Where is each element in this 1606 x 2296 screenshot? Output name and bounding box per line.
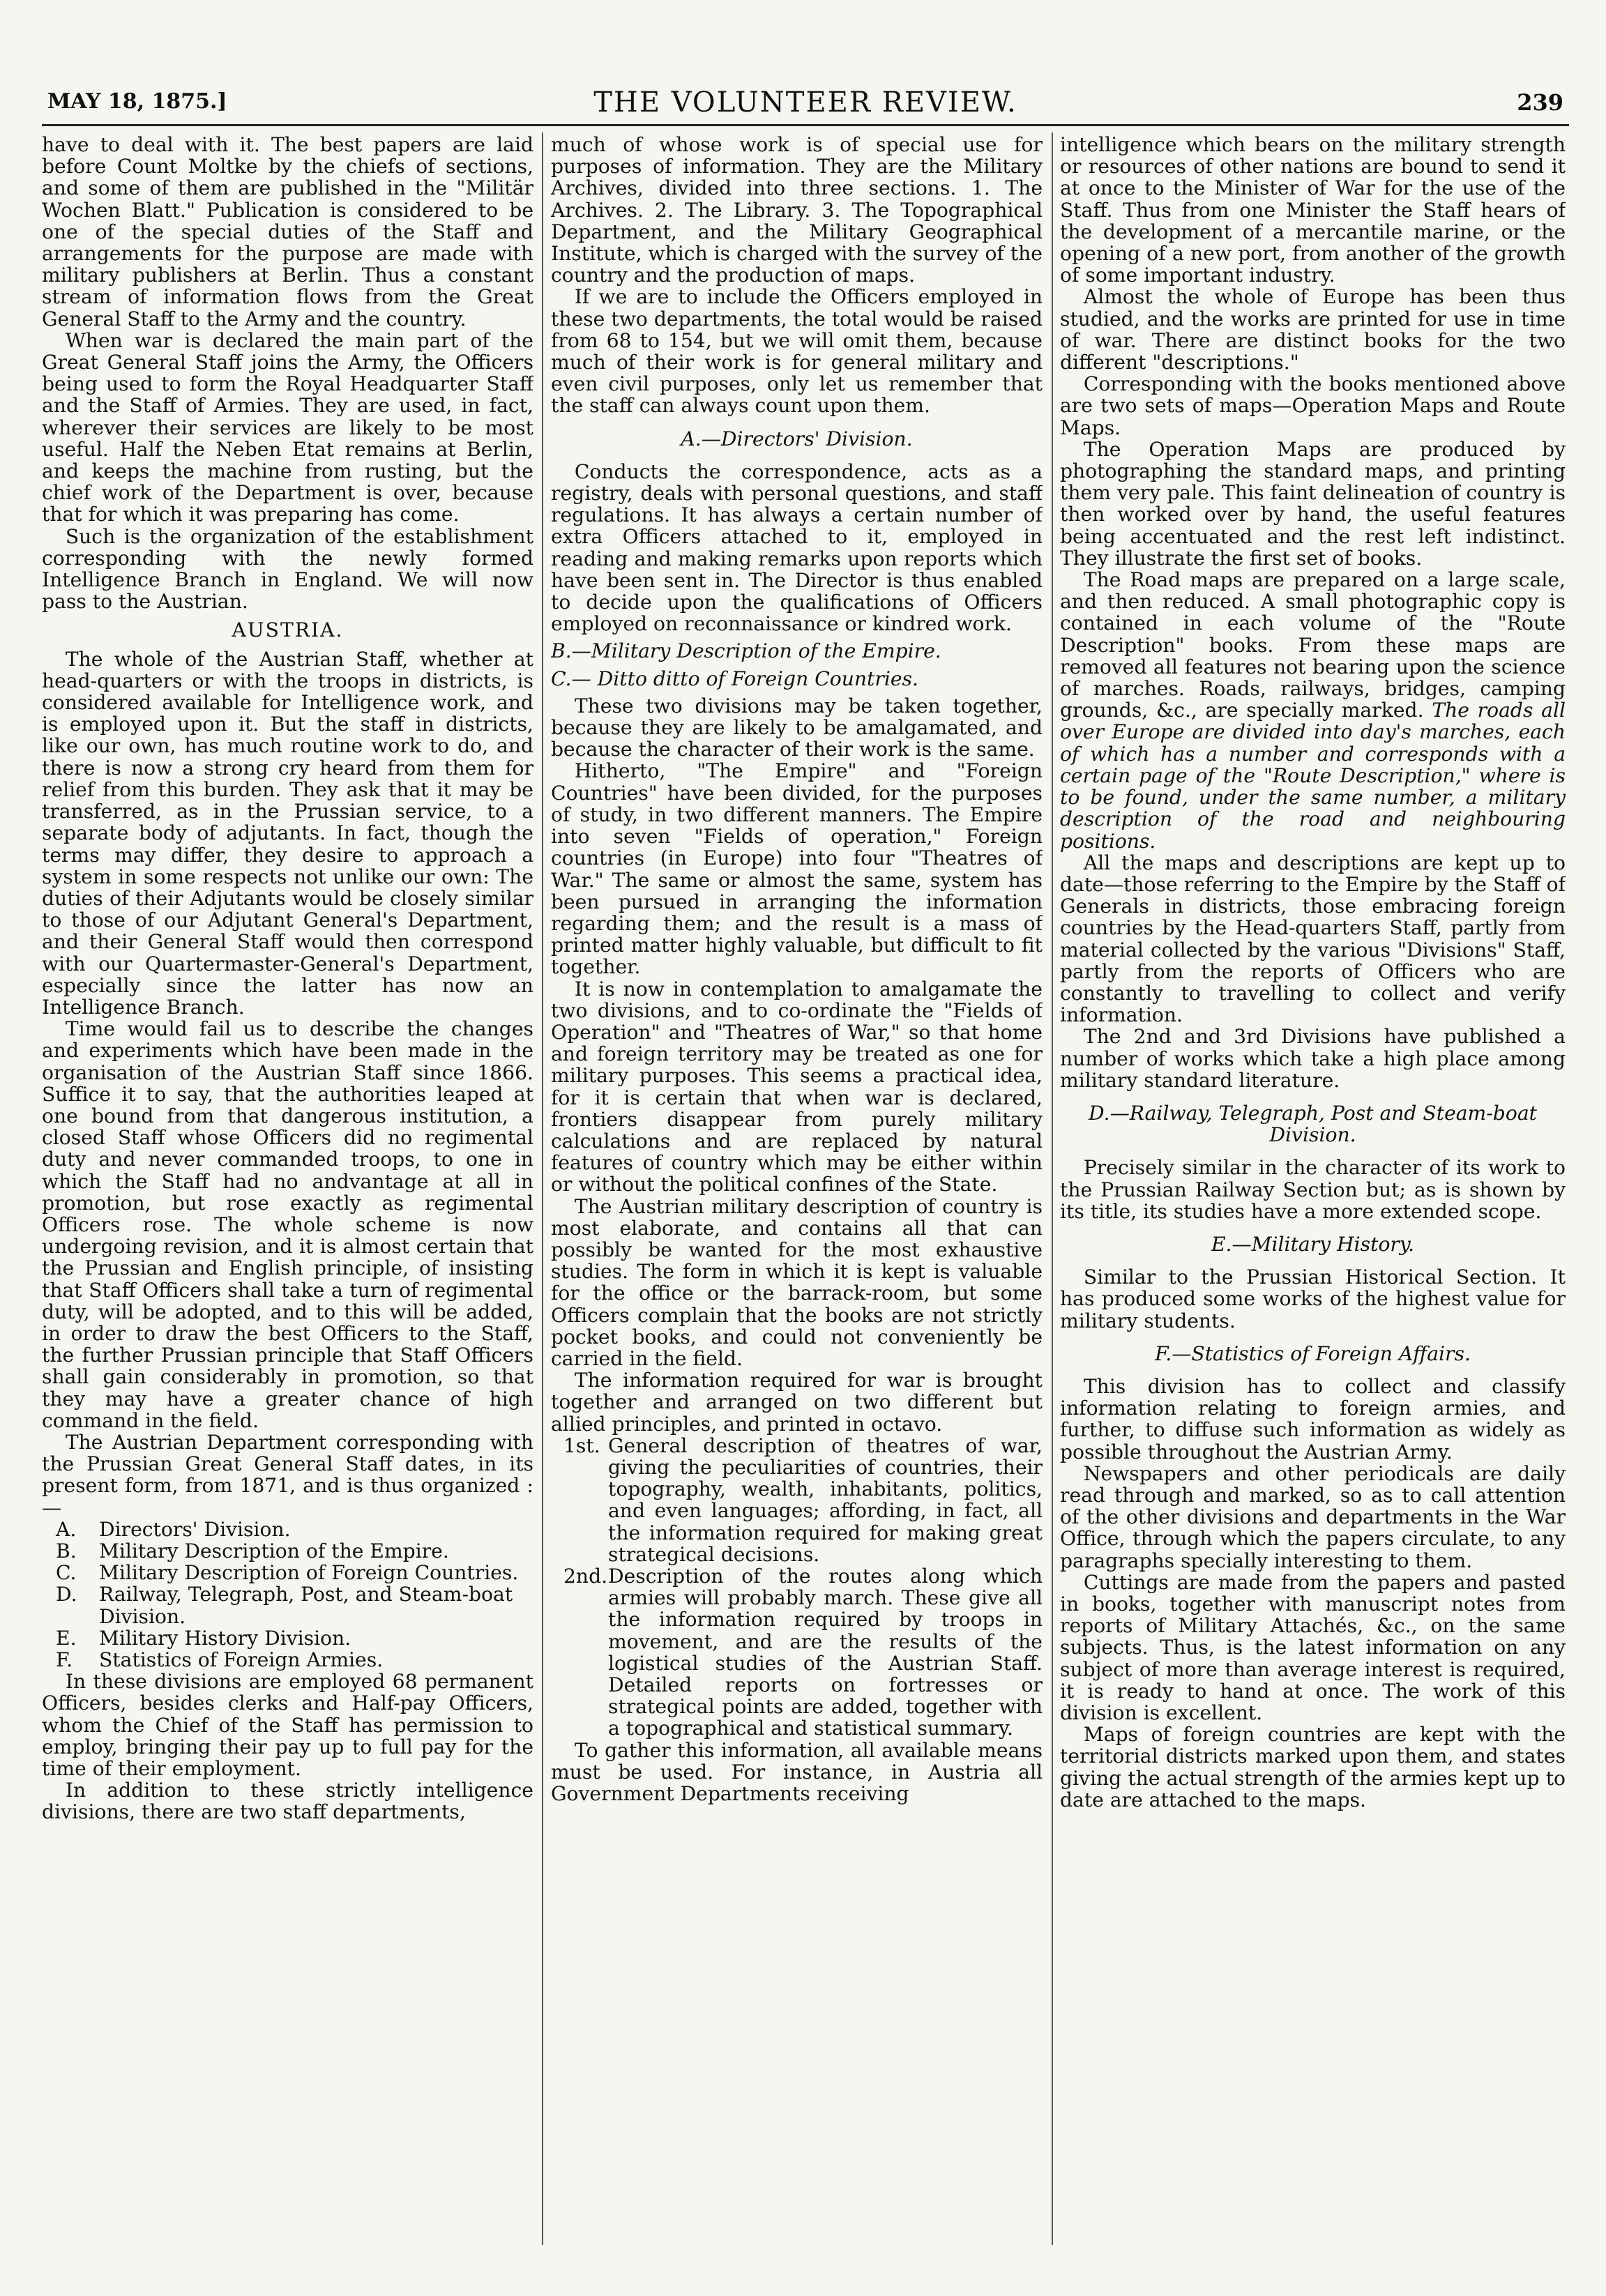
item-number: 1st. [563, 1434, 600, 1457]
list-item [42, 1519, 533, 1540]
page-number: 239 [1517, 89, 1563, 116]
column-3 [1060, 134, 1566, 2246]
paragraph: This division has to collect and classify information relating to foreign armies, and further, to diffuse such information as widely as possible throughout the Austrian Army. [1060, 1374, 1566, 1463]
publication-title: THE VOLUNTEER REVIEW. [593, 86, 1017, 119]
list-key: D. [56, 1583, 77, 1606]
paragraph: It is now in contemplation to amalgamate the two divisions, and to co-ordinate the "Fields of Operation" and "Theatres of War," so that home and foreign territory may be treated as one for military purposes. This seems a practical idea, for it is certain that when war is declared, frontiers disappear from purely military calculations and are replaced by natural features of country which may be either within or without the political confines of the State. [551, 977, 1043, 1196]
paragraph: Maps of foreign countries are kept with the territorial districts marked upon them, and states giving the actual strength of the armies kept up to date are attached to the maps. [1060, 1723, 1566, 1811]
list-key: E. [56, 1626, 77, 1650]
list-key: C. [56, 1561, 77, 1585]
section-heading-austria: AUSTRIA. [232, 618, 344, 642]
paragraph: Hitherto, "The Empire" and "Foreign Countries" have been divided, for the purposes of study, in two different manners. The Empire into seven "Fields of operation," Foreign countries (in Europe) into four "Theatres of War." The same or almost the same, system has been pursued in arranging the information regarding them; and the result is a mass of printed matter highly valuable, but difficult to fit together. [551, 759, 1043, 979]
list-key: A. [56, 1517, 77, 1541]
paragraph: Precisely similar in the character of its work to the Prussian Railway Section but; as is shown by its title, its studies have a more extended scope. [1060, 1156, 1566, 1223]
column-1 [42, 134, 533, 2246]
page-header [42, 82, 1569, 126]
section-heading-directors: A.—Directors' Division. [681, 427, 913, 450]
list-value: Military Description of Foreign Countries. [99, 1561, 519, 1585]
item-text: Description of the routes along which armies will probably march. These give all the information required by troops in movement, and are the results of the logistical studies of the Austrian Staff. Detailed reports on fortresses or strategical points are added, together with a topographical and statistical summary. [608, 1565, 1043, 1740]
subheading-b: B.—Military Description of the Empire. [551, 639, 941, 663]
list-value: Railway, Telegraph, Post, and Steam-boat Division. [99, 1583, 513, 1628]
division-list [42, 1519, 533, 1671]
paragraph: Newspapers and other periodicals are daily read through and marked, so as to call attention of the other divisions and departments in the War Office, through which the papers circulate, to any paragraphs specially interesting to them. [1060, 1461, 1566, 1572]
list-item [42, 1540, 533, 1562]
paragraph: The information required for war is brought together and arranged on two different but allied principles, and printed in octavo. [551, 1369, 1043, 1436]
paragraph: The Operation Maps are produced by photographing the standard maps, and printing them very pale. This faint delineation of country is then worked over by hand, the useful features being accentuated and the rest left indistinct. They illustrate the first set of books. [1060, 437, 1566, 570]
list-value: Statistics of Foreign Armies. [99, 1648, 384, 1672]
subheading-c: C.— Ditto ditto of Foreign Countries. [551, 667, 918, 690]
list-value: Military History Division. [99, 1626, 351, 1650]
paragraph: Almost the whole of Europe has been thus studied, and the works are printed for use in time of war. There are distinct books for the two different "descriptions." [1060, 285, 1566, 374]
section-heading-statistics: F.—Statistics of Foreign Affairs. [1155, 1341, 1471, 1365]
paragraph: Cuttings are made from the papers and pasted in books, together with manuscript notes from reports of Military Attachés, &c., on the same subjects. Thus, is the latest information on any subject of more than average interest is required, it is ready to hand at once. The work of this division is excellent. [1060, 1570, 1566, 1725]
paragraph: In addition to these strictly intelligence divisions, there are two staff departments, [42, 1779, 533, 1824]
issue-date: MAY 18, 1875.] [47, 89, 227, 114]
column-divider [542, 132, 543, 2245]
list-value: Directors' Division. [99, 1517, 291, 1541]
section-heading-railway: D.—Railway, Telegraph, Post and Steam-boat Division. [1089, 1101, 1537, 1147]
paragraph-text: The Road maps are prepared on a large scale, and then reduced. A small photographic copy is contained in each volume of the "Route Description" books. From these maps are removed all features not bearing upon the science of marches. Roads, railways, bridges, camping grounds, &c., are specially marked. [1060, 568, 1566, 722]
paragraph: intelligence which bears on the military strength or resources of other nations are bound to send it at once to the Minister of War for the use of the Staff. Thus from one Minister the Staff hears of the development of a mercantile marine, or the opening of a new port, from another of the growth of some important industry. [1060, 134, 1566, 287]
paragraph [1060, 569, 1566, 852]
item-text: General description of theatres of war, giving the peculiarities of countries, their topography, wealth, inhabitants, politics, and even languages; affording, in fact, all the information required for making great strategical decisions. [608, 1434, 1043, 1566]
paragraph: Conducts the correspondence, acts as a registry, deals with personal questions, and staff regulations. It has always a certain number of extra Officers attached to it, employed in reading and making remarks upon reports which have been sent in. The Director is thus enabled to decide upon the qualifications of Officers employed on reconnaissance or kindred work. [551, 459, 1043, 636]
list-key: F. [56, 1648, 73, 1672]
list-item [42, 1627, 533, 1649]
paragraph: To gather this information, all available means must be used. For instance, in Austria all Government Departments receiving [551, 1738, 1043, 1806]
paragraph: Corresponding with the books mentioned above are two sets of maps—Operation Maps and Route Maps. [1060, 372, 1566, 439]
paragraph: In these divisions are employed 68 permanent Officers, besides clerks and Half-pay Officers, whom the Chief of the Staff has permission to employ, bringing their pay up to full pay for the time of their employment. [42, 1670, 533, 1781]
paragraph: The Austrian Department corresponding with the Prussian Great General Staff dates, in its present form, from 1871, and is thus organized :— [42, 1430, 533, 1519]
paragraph: Such is the organization of the establishment corresponding with the newly formed Intelligence Branch in England. We will now pass to the Austrian. [42, 524, 533, 614]
paragraph: All the maps and descriptions are kept up to date—those referring to the Empire by the Staff of Generals in districts, those embracing foreign countries by the Head-quarters Staff, partly from material collected by the various "Divisions" Staff, partly from the reports of Officers who are constantly to travelling to collect and verify information. [1060, 851, 1566, 1027]
section-heading-military-history: E.—Military History. [1211, 1232, 1415, 1256]
list-item [42, 1562, 533, 1583]
paragraph: much of whose work is of special use for purposes of information. They are the Military Archives, divided into three sections. 1. The Archives. 2. The Library. 3. The Topographical Department, and the Military Geographical Institute, which is charged with the survey of the country and the production of maps. [551, 134, 1043, 287]
list-item [42, 1649, 533, 1671]
numbered-item [563, 1565, 1043, 1740]
paragraph: have to deal with it. The best papers are laid before Count Moltke by the chiefs of sections, and some of them are published in the "Militär Wochen Blatt." Publication is considered to be one of the special duties of the Staff and arrangements for the purpose are made with military publishers at Berlin. Thus a constant stream of information flows from the Great General Staff to the Army and the country. [42, 134, 533, 330]
paragraph: The whole of the Austrian Staff, whether at head-quarters or with the troops in districts, is considered available for Intelligence work, and is employed upon it. But the staff in districts, like our own, has much routine work to do, and there is now a strong cry heard from them for relief from this burden. They ask that it may be transferred, as in the Prussian service, to a separate body of adjutants. In fact, though the terms may differ, they desire to approach a system in some respects not unlike our own: The duties of their Adjutants would be closely similar to those of our Adjutant General's Department, and their General Staff would then correspond with our Quartermaster-General's Department, especially since the latter has now an Intelligence Branch. [42, 647, 533, 1019]
item-number: 2nd. [563, 1565, 608, 1588]
paragraph: If we are to include the Officers employed in these two departments, the total would be raised from 68 to 154, but we will omit them, because much of their work is for general military and even civil purposes, only let us remember that the staff can always count upon them. [551, 285, 1043, 418]
paragraph: These two divisions may be taken together, because they are likely to be amalgamated, and because the character of their work is the same. [551, 694, 1043, 761]
numbered-item [563, 1435, 1043, 1565]
paragraph: The 2nd and 3rd Divisions have published a number of works which take a high place among military standard literature. [1060, 1025, 1566, 1092]
column-divider [1052, 132, 1053, 2245]
paragraph: Time would fail us to describe the changes and experiments which have been made in the organisation of the Austrian Staff since 1866. Suffice it to say, that the authorities leaped at one bound from that dangerous institution, a closed Staff whose Officers did no regimental duty and never commanded troops, to one in which the Staff had no andvantage at all in promotion, but rose exactly as regimental Officers rose. The whole scheme is now undergoing revision, and it is almost certain that the Prussian and English principle, of insisting that Staff Officers shall take a turn of regimental duty, will be adopted, and to this will be added, in order to draw the best Officers to the Staff, the further Prussian principle that Staff Officers shall gain considerably in promotion, so that they may have a greater chance of high command in the field. [42, 1017, 533, 1432]
column-2 [551, 134, 1043, 2246]
list-value: Military Description of the Empire. [99, 1539, 449, 1563]
paragraph: The Austrian military description of country is most elaborate, and contains all that can possibly be wanted for the most exhaustive studies. The form in which it is kept is valuable for the office or the barrack-room, but some Officers complain that the books are not strictly pocket books, and could not conveniently be carried in the field. [551, 1194, 1043, 1370]
paragraph: Similar to the Prussian Historical Section. It has produced some works of the highest value for military students. [1060, 1265, 1566, 1332]
italic-text: The roads all over Europe are divided into day's marches, each of which has a number and corresponds with a certain page of the "Route Description," where is to be found, under the same number, a military description of the road and neighbouring positions. [1060, 699, 1566, 853]
paragraph: When war is declared the main part of the Great General Staff joins the Army, the Officers being used to form the Royal Headquarter Staff and the Staff of Armies. They are used, in fact, wherever their services are likely to be most useful. Half the Neben Etat remains at Berlin, and keeps the machine from rusting, but the chief work of the Department is over, because that for which it was preparing has come. [42, 328, 533, 526]
list-key: B. [56, 1539, 77, 1563]
list-item [42, 1583, 533, 1627]
